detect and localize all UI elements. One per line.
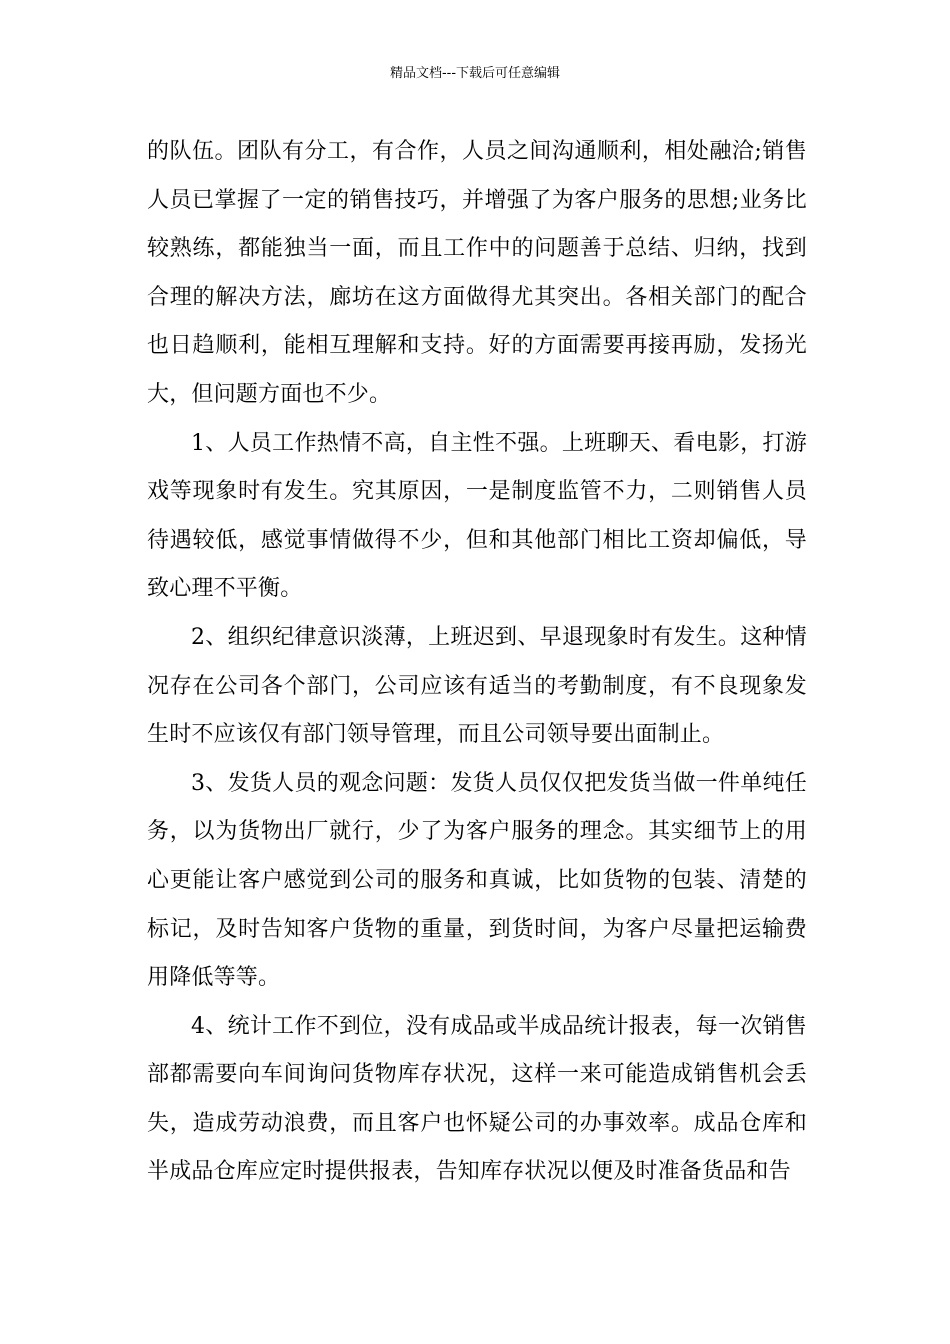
page-header: 精品文档---下载后可任意编辑 (389, 66, 561, 81)
paragraph-item-1: 1、人员工作热情不高，自主性不强。上班聊天、看电影，打游戏等现象时有发生。究其原因，一是制度监管不力，二则销售人员待遇较低，感觉事情做得不少，但和其他部门相比工资却偏低，导致心理不平衡。 (147, 430, 807, 602)
paragraph-item-3: 3、发货人员的观念问题：发货人员仅仅把发货当做一件单纯任务，以为货物出厂就行，少了为客户服务的理念。其实细节上的用心更能让客户感觉到公司的服务和真诚，比如货物的包装、清楚的标记，及时告知客户货物的重量，到货时间，为客户尽量把运输费用降低等等。 (147, 770, 807, 991)
paragraph-item-4: 4、统计工作不到位，没有成品或半成品统计报表，每一次销售部都需要向车间询问货物库存状况，这样一来可能造成销售机会丢失，造成劳动浪费，而且客户也怀疑公司的办事效率。成品仓库和半成品仓库应定时提供报表，告知库存状况以便及时准备货品和告 (147, 1013, 807, 1185)
paragraph-intro: 的队伍。团队有分工，有合作，人员之间沟通顺利，相处融洽;销售人员已掌握了一定的销售技巧，并增强了为客户服务的思想;业务比较熟练，都能独当一面，而且工作中的问题善于总结、归纳，找到合理的解决方法，廊坊在这方面做得尤其突出。各相关部门的配合也日趋顺利，能相互理解和支持。好的方面需要再接再励，发扬光大，但问题方面也不少。 (147, 139, 807, 407)
paragraph-item-2: 2、组织纪律意识淡薄，上班迟到、早退现象时有发生。这种情况存在公司各个部门，公司应该有适当的考勤制度，有不良现象发生时不应该仅有部门领导管理，而且公司领导要出面制止。 (147, 624, 807, 748)
document-body (147, 128, 807, 1197)
